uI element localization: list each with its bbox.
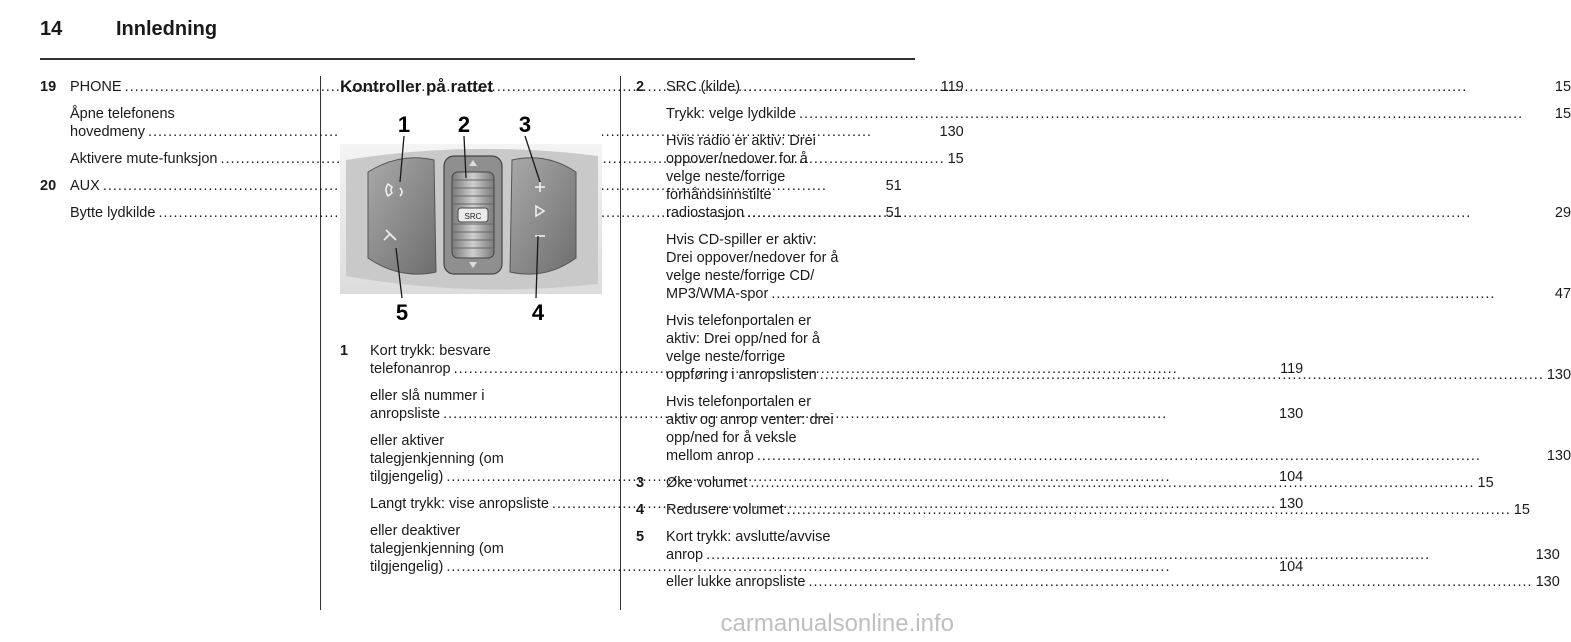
callout-3: 3 [518,112,532,137]
page-reference: 130 [1546,367,1571,383]
page-header [40,18,920,48]
entry-text: velge neste/forrige [666,349,786,365]
leader-dots [706,546,1532,564]
watermark: carmanualsonline.info [720,610,954,637]
entry-text: tilgjengelig) [370,469,444,485]
leader-dots [771,285,1552,303]
entry-paragraph [666,501,1530,519]
entry-paragraph [666,231,1571,303]
entry-text: Hvis telefonportalen er [666,313,812,329]
page-reference: 51 [885,178,902,194]
entry-text: velge neste/forrige CD/ [666,268,815,284]
entry-paragraph [666,528,1560,564]
page-reference: 15 [1554,79,1571,95]
entry-number: 3 [636,475,645,491]
entry-paragraph [666,393,1571,465]
entry-text: hovedmeny [70,124,145,140]
entry-line [666,366,1571,384]
page-reference: 119 [940,79,964,95]
entry-text: velge neste/forrige [666,169,786,185]
entry-text: Hvis telefonportalen er [666,394,812,410]
callout-1: 1 [397,112,411,137]
callout-4: 4 [531,300,545,325]
page-reference: 51 [885,205,902,221]
entry-line [666,573,1560,591]
header-rule [40,58,915,60]
leader-dots [808,573,1532,591]
page-reference: 130 [1546,448,1571,464]
entry-text: Hvis CD-spiller er aktiv: [666,232,817,248]
entry-text: eller slå nummer i [370,388,485,404]
entry-line [666,78,1571,96]
page-reference: 15 [1554,106,1571,122]
entry-line [666,105,1571,123]
page-reference: 130 [1535,574,1560,590]
entry-text: Drei oppover/nedover for å [666,250,839,266]
entry-text: MP3/WMA-spor [666,286,769,302]
page-reference: 29 [1554,205,1571,221]
entry-text: eller aktiver [370,433,445,449]
entry-text: Bytte lydkilde [70,205,156,221]
entry-body [666,501,1530,519]
entry-text: oppføring i anropslisten [666,367,817,383]
entry-text: oppover/nedover for å [666,151,808,167]
entry-text: Trykk: velge lydkilde [666,106,797,122]
entry-text: Kort trykk: besvare [370,343,491,359]
entry-text: anrop [666,547,704,563]
entry-line [666,474,1494,492]
entry-text: opp/ned for å veksle [666,430,797,446]
entry-body [666,528,1560,591]
entry-number: 2 [636,79,645,95]
entry-body [666,78,1571,465]
page-reference: 119 [1280,361,1304,377]
entry-paragraph [666,573,1560,591]
entry-number: 4 [636,502,645,518]
entry-text: tilgjengelig) [370,559,444,575]
leader-dots [743,78,1552,96]
page-reference: 47 [1554,286,1571,302]
entry-text: aktiv: Drei opp/ned for å [666,331,820,347]
entry-text: talegjenkjenning (om [370,451,504,467]
page-reference: 104 [1279,559,1304,575]
page-reference: 104 [1279,469,1304,485]
chapter-title: Innledning [116,18,218,40]
entry-paragraph [666,132,1571,222]
entry-paragraph [666,474,1494,492]
entry-line [666,285,1571,303]
leader-dots [757,447,1544,465]
entry-text: Åpne telefonens [70,106,175,122]
page-number: 14 [40,18,63,40]
entry-number: 1 [340,343,349,359]
entry-number: 19 [40,79,57,95]
entry-text: mellom anrop [666,448,754,464]
entry-text: forhåndsinnstilte [666,187,772,203]
leader-dots [747,204,1552,222]
leader-dots [750,474,1474,492]
page-reference: 130 [1279,406,1304,422]
entry-text: anropsliste [370,406,441,422]
entry-text: Hvis radio er aktiv: Drei [666,133,816,149]
page-reference: 15 [1477,475,1494,491]
entry-text: telefonanrop [370,361,451,377]
callout-2: 2 [457,112,471,137]
entry-text: Redusere volumet [666,502,784,518]
leader-dots [799,105,1552,123]
src-label: SRC [464,212,482,221]
entry-text: Langt trykk: vise anropsliste [370,496,549,512]
page-reference: 15 [947,151,964,167]
entry-number: 5 [636,529,645,545]
entry-text: Aktivere mute-funksjon [70,151,218,167]
entry-body [666,474,1494,492]
entry-text: radiostasjon [666,205,745,221]
entry-text: eller deaktiver [370,523,461,539]
page-reference: 15 [1513,502,1530,518]
entry-number: 20 [40,178,57,194]
entry-text: SRC (kilde) [666,79,741,95]
entry-text: Øke volumet [666,475,748,491]
entry-line [666,447,1571,465]
entry-paragraph [666,312,1571,384]
steering-wheel-controls-figure [340,108,602,328]
entry-text: PHONE [70,79,122,95]
entry-line [666,501,1530,519]
page-reference: 130 [1279,496,1304,512]
entry-text: talegjenkjenning (om [370,541,504,557]
entry-paragraph [666,78,1571,96]
leader-dots [820,366,1544,384]
page-reference: 130 [939,124,964,140]
entry-line [666,546,1560,564]
page-reference: 130 [1535,547,1560,563]
entry-text: Kort trykk: avslutte/avvise [666,529,831,545]
entry-text: AUX [70,178,100,194]
entry-paragraph [666,105,1571,123]
callout-5: 5 [395,300,409,325]
leader-dots [787,501,1511,519]
entry-text: eller lukke anropsliste [666,574,806,590]
entry-line [666,204,1571,222]
section-title: Kontroller på rattet [340,77,494,96]
entry-text: aktiv og anrop venter: drei [666,412,834,428]
